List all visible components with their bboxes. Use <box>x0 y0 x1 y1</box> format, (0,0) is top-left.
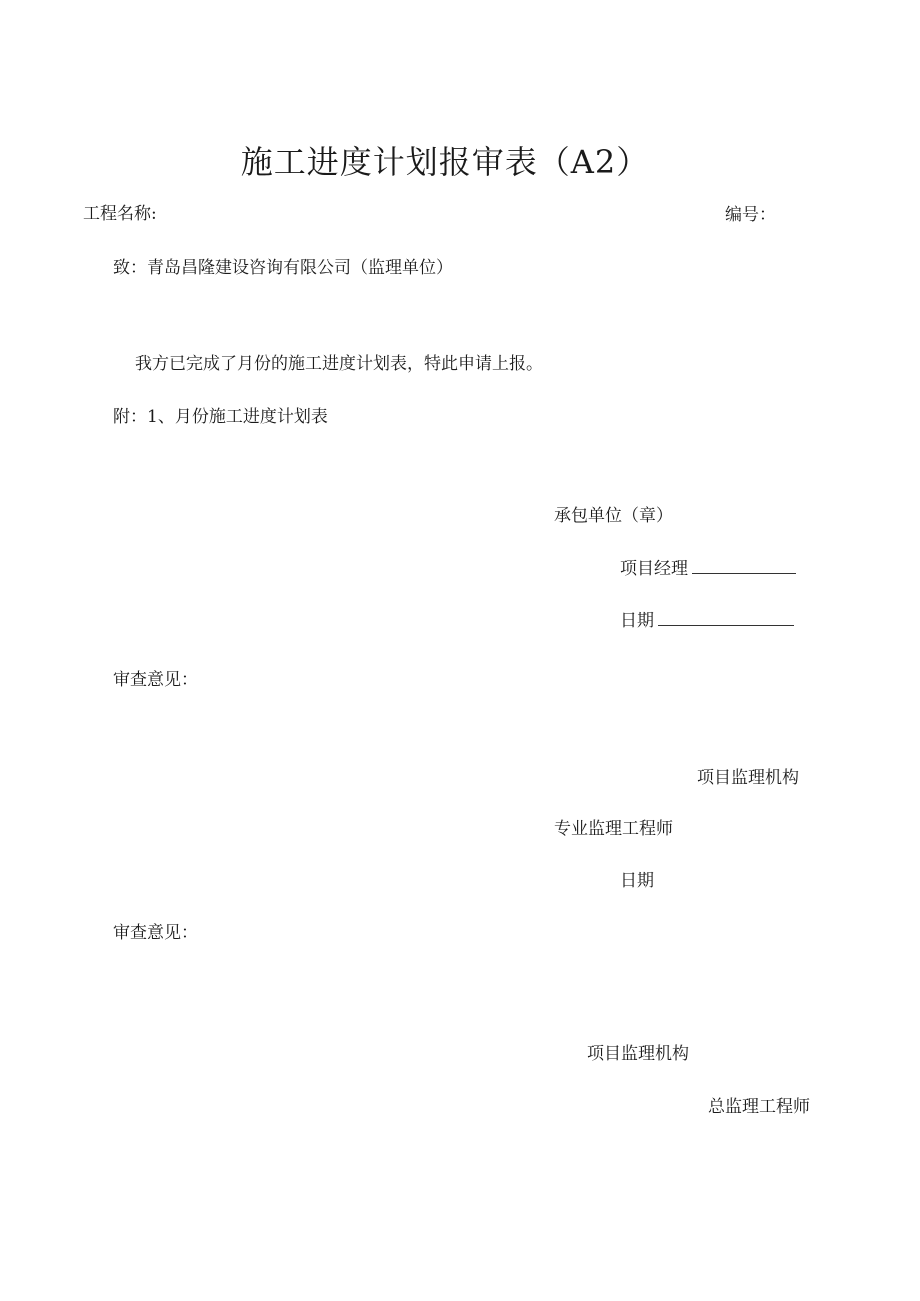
specialist-engineer-label: 专业监理工程师 <box>554 819 673 839</box>
contractor-date-blank[interactable] <box>658 609 794 626</box>
attachment-line: 附：1、月份施工进度计划表 <box>113 407 328 427</box>
review-opinion-label-1: 审查意见： <box>113 670 198 690</box>
contractor-unit-label: 承包单位（章） <box>554 506 673 526</box>
body-text: 我方已完成了月份的施工进度计划表，特此申请上报。 <box>135 354 543 374</box>
supervision-org-label-1: 项目监理机构 <box>697 768 799 788</box>
addressee: 致：青岛昌隆建设咨询有限公司（监理单位） <box>113 258 453 278</box>
contractor-date-row <box>620 609 794 632</box>
chief-engineer-label: 总监理工程师 <box>708 1097 810 1117</box>
review-opinion-label-2: 审查意见： <box>113 923 198 943</box>
form-title: 施工进度计划报审表（A2） <box>240 143 650 181</box>
project-name-label: 工程名称: <box>83 204 157 224</box>
contractor-date-label: 日期 <box>620 611 654 631</box>
review-date-label: 日期 <box>620 871 654 891</box>
project-manager-row <box>620 557 796 580</box>
project-manager-label: 项目经理 <box>620 559 688 579</box>
serial-no-label: 编号： <box>725 205 776 225</box>
supervision-org-label-2: 项目监理机构 <box>587 1044 689 1064</box>
project-manager-blank[interactable] <box>692 557 796 574</box>
